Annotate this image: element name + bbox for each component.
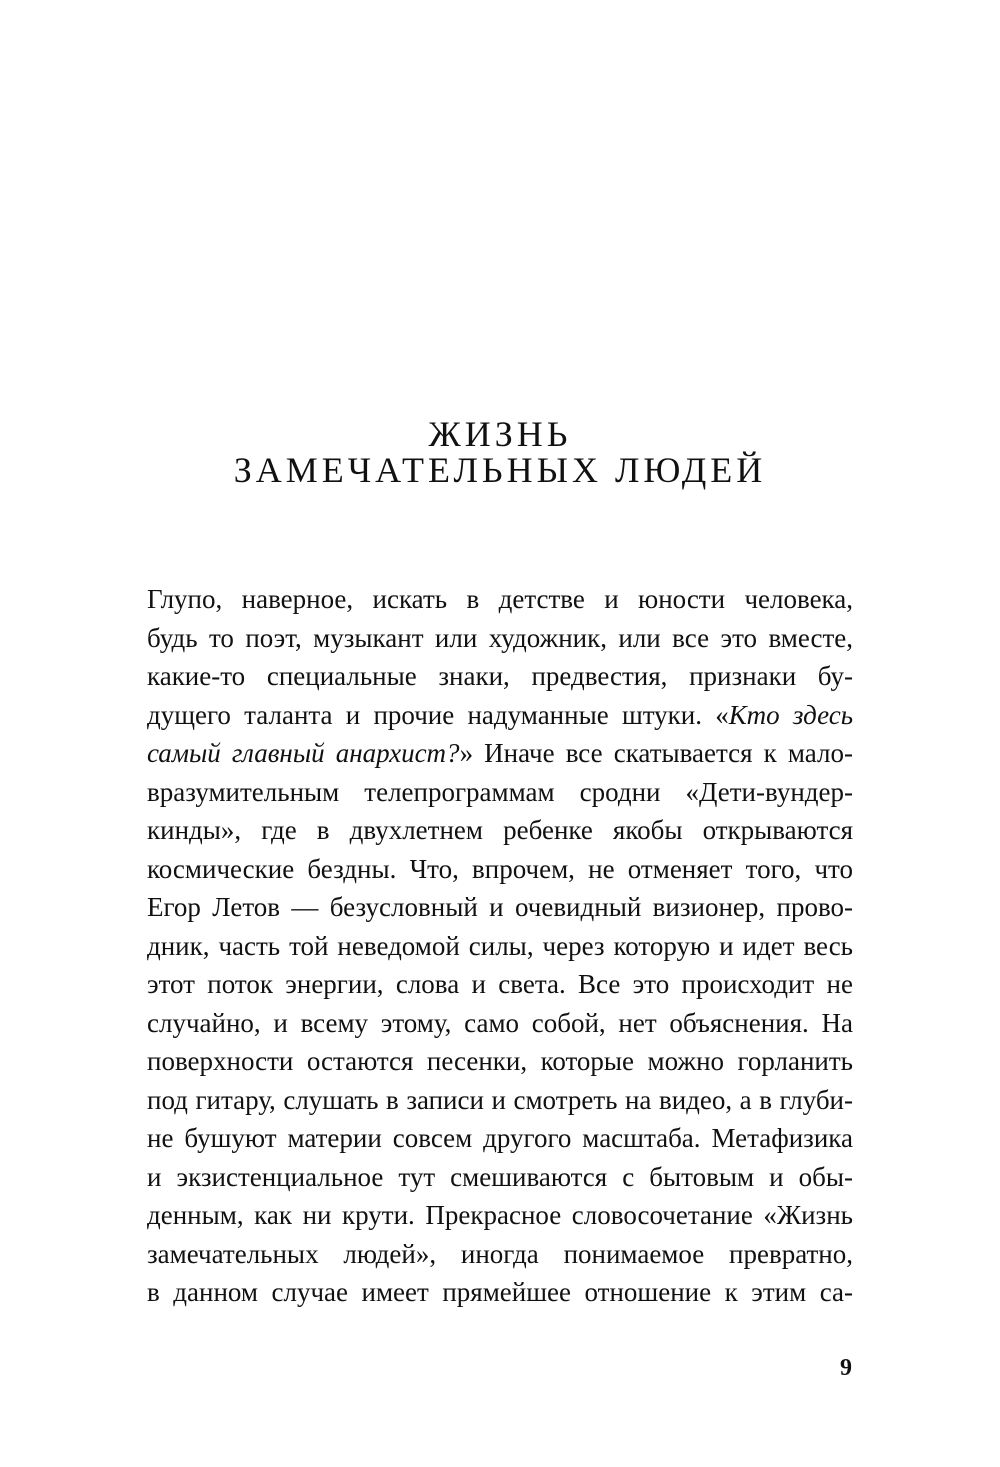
text-line-17: денным, как ни крути. Прекрасное словосочетание «Жизнь <box>147 1200 853 1230</box>
text-line-15: не бушуют материи совсем другого масштаба. Метафизика <box>147 1123 853 1153</box>
text-line-11: этот поток энергии, слова и света. Все это происходит не <box>147 969 853 999</box>
text-line-4-regular: дущего таланта и прочие надуманные штуки. « <box>147 699 729 730</box>
page-number: 9 <box>840 1355 852 1381</box>
text-line-12: случайно, и всему этому, само собой, нет объяснения. На <box>147 1007 853 1038</box>
text-line-9: Егор Летов — безусловный и очевидный визионер, прово- <box>147 892 853 922</box>
text-line-4-italic-quote: Кто здесь <box>728 699 853 730</box>
text-line-4 <box>147 696 853 735</box>
text-line-10: дник, часть той неведомой силы, через которую и идет весь <box>147 930 853 961</box>
text-line-6: вразумительным телепрограммам сродни «Дети-вундер- <box>147 776 853 807</box>
chapter-title-line-1: ЖИЗНЬ <box>428 414 572 454</box>
text-line-5-italic-quote: самый главный анархист? <box>147 738 460 768</box>
text-line-1: Глупо, наверное, искать в детстве и юности человека, <box>147 584 853 614</box>
text-line-2: будь то поэт, музыкант или художник, или все это вместе, <box>147 622 853 653</box>
text-line-19: в данном случае имеет прямейшее отношение к этим са- <box>147 1277 853 1307</box>
text-line-3: какие-то специальные знаки, предвестия, признаки бу- <box>147 661 853 691</box>
chapter-body-text <box>147 580 853 1312</box>
text-line-16: и экзистенциальное тут смешиваются с бытовым и обы- <box>147 1161 853 1192</box>
text-line-5-regular: » Иначе все скатывается к мало- <box>459 738 853 768</box>
text-line-18: замечательных людей», иногда понимаемое превратно, <box>147 1238 853 1269</box>
text-line-5 <box>147 734 853 773</box>
text-line-14: под гитару, слушать в записи и смотреть на видео, а в глуби- <box>147 1084 853 1115</box>
text-line-13: поверхности остаются песенки, которые можно горланить <box>147 1046 853 1076</box>
text-line-7: кинды», где в двухлетнем ребенке якобы открываются <box>147 815 853 845</box>
chapter-title-line-2: ЗАМЕЧАТЕЛЬНЫХ ЛЮДЕЙ <box>233 450 767 490</box>
text-line-8: космические бездны. Что, впрочем, не отменяет того, что <box>147 853 853 884</box>
